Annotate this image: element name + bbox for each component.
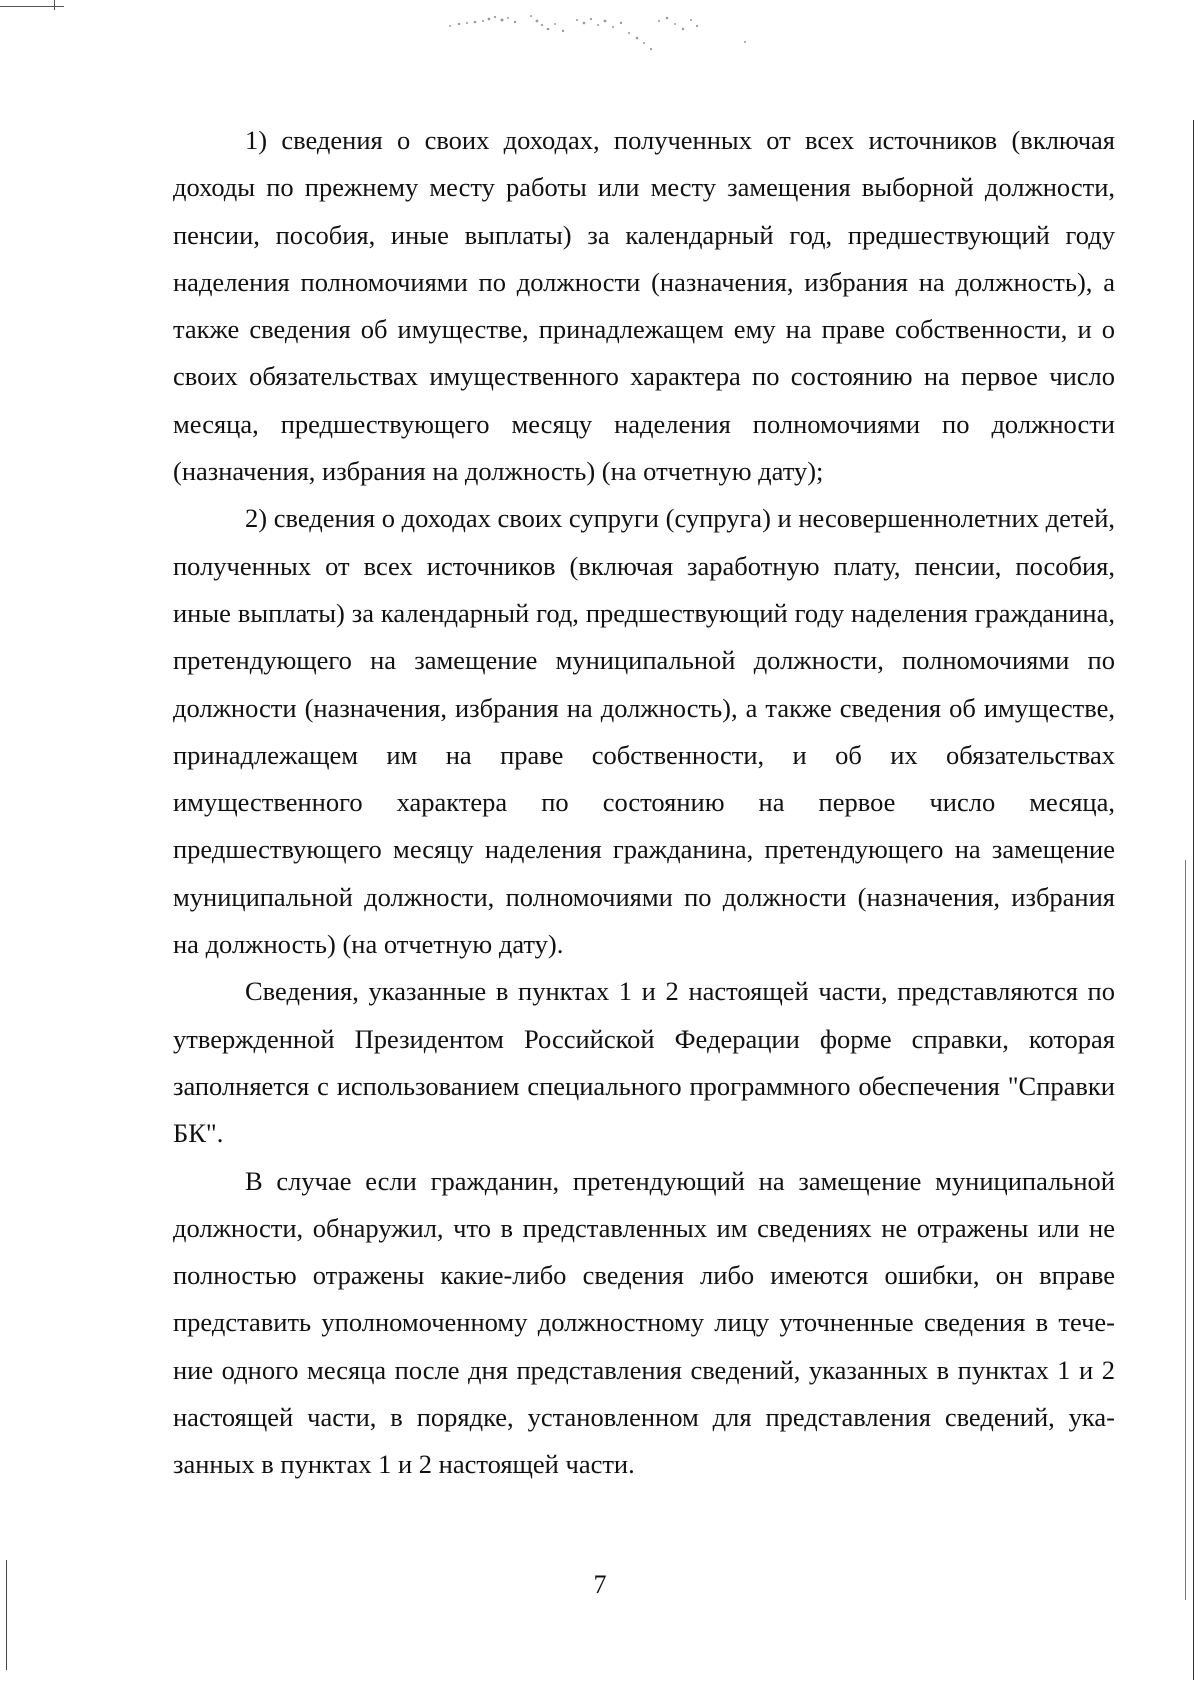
paragraph-reporting-form: Сведения, указанные в пунктах 1 и 2 настоящей части, представляются по утвержденной Президентом Российской Федерации форме справки, которая заполняется с использованием специального программного обеспечения "Справки БК". — [173, 976, 1115, 1149]
paragraph-item-1: 1) сведения о своих доходах, полученных от всех источников (включая доходы по прежнему месту работы или месту замещения выборной должности, пенсии, пособия, иные выплаты) за календарный год, предшествующий году наделения полномочиями по должности (назначения, избрания на должность), а также сведения об имуществе, принадлежащем ему на праве собственности, и о своих обязательствах имущественного характера по состоянию на первое число месяца, предшествующего месяцу наделения полномочиями по должности (назначения, избрания на должность) (на отчетную дату); — [173, 125, 1115, 487]
scan-edge-line — [1193, 120, 1194, 1680]
faded-stamp-marks — [445, 12, 755, 54]
scan-edge-line — [1185, 860, 1186, 1600]
paragraph-corrections: В случае если гражданин, претендующий на замещение муниципальной должности, обнаружил, что в представленных им сведениях не отражены или не полностью отражены какие-либо сведения либо имеются ошибки, он вправе представить уполномоченному должностному лицу уточненные сведения в течение одного месяца после дня представления сведений, указанных в пунктах 1 и 2 настоящей части, в порядке, установленном для представления сведений, указанных в пунктах 1 и 2 настоящей части. — [173, 1165, 1115, 1480]
paragraph-item-2: 2) сведения о доходах своих супруги (супруга) и несовершеннолетних детей, полученных от всех источников (включая заработную плату, пенсии, пособия, иные выплаты) за календарный год, предшествующий году наделения гражданина, претендующего на замещение муниципальной должности, полномочиями по должности (назначения, избрания на должность), а также сведения об имуществе, принадлежащем им на праве собственности, и об их обязательствах имущественного характера по состоянию на первое число месяца, предшествующего месяцу наделения гражданина, претендующего на замещение муниципальной должности, полномочиями по должности (назначения, избрания на должность) (на отчетную дату). — [173, 503, 1115, 960]
scan-edge-mark — [54, 0, 55, 10]
document-body — [173, 117, 1115, 1489]
page-number: 7 — [593, 1570, 607, 1599]
